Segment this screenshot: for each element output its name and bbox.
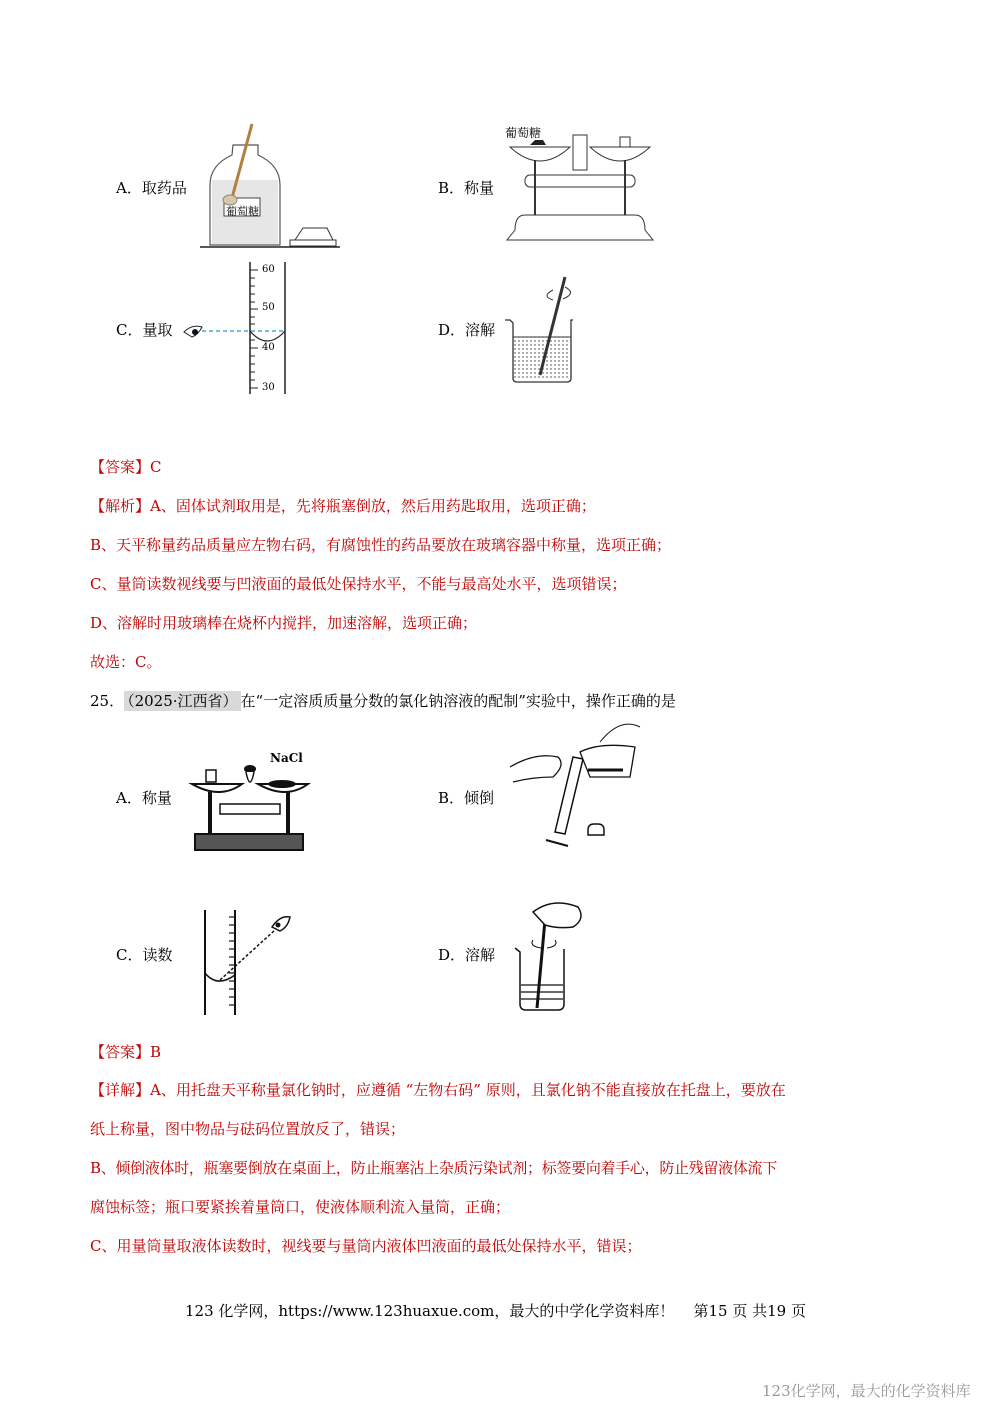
option-letter: C． <box>116 321 143 339</box>
option-label: 溶解 <box>465 321 496 339</box>
balance-label: 葡萄糖 <box>505 126 542 140</box>
q25-answer <box>90 1041 161 1062</box>
q25-detail-line: 纸上称量，图中物品与砝码位置放反了，错误； <box>90 1120 406 1138</box>
detail-tag: 【详解】 <box>90 1081 151 1099</box>
beaker-stirring-figure <box>505 275 585 385</box>
q25-option-d <box>438 944 495 965</box>
option-letter: B． <box>438 789 465 807</box>
watermark: 123化学网，最大的化学资料库 <box>762 1382 971 1400</box>
question-text: 在“一定溶质质量分数的氯化钠溶液的配制”实验中，操作正确的是 <box>240 692 676 710</box>
cylinder-reading-figure <box>190 905 300 1017</box>
q25-option-b <box>438 787 494 808</box>
option-letter: A． <box>116 179 142 197</box>
footer-text: 123 化学网，https://www.123huaxue.com，最大的中学化学资料库！ <box>185 1302 675 1320</box>
option-label: 读数 <box>142 946 173 964</box>
tick-label: 30 <box>262 382 275 393</box>
q24-answer <box>90 456 162 477</box>
q25-detail-line: C、用量筒量取液体读数时，视线要与量筒内液体凹液面的最低处保持水平，错误； <box>90 1237 642 1255</box>
q24-analysis-line: C、量筒读数视线要与凹液面的最低处保持水平，不能与最高处水平，选项错误； <box>90 575 627 593</box>
nacl-label: NaCl <box>270 751 303 765</box>
tick-label: 50 <box>262 302 275 313</box>
answer-tag: 【答案】 <box>90 1043 151 1061</box>
analysis-text: A、固体试剂取用是，先将瓶塞倒放，然后用药匙取用，选项正确； <box>150 497 596 515</box>
q24-option-b <box>438 177 494 198</box>
answer-value: C <box>150 458 162 476</box>
q25-detail-line <box>90 1079 786 1100</box>
option-letter: C． <box>116 946 143 964</box>
option-label: 取药品 <box>141 179 187 197</box>
analysis-tag: 【解析】 <box>90 497 151 515</box>
answer-tag: 【答案】 <box>90 458 151 476</box>
source-tag: （2025·江西省） <box>124 691 240 711</box>
tick-label: 40 <box>262 342 275 353</box>
detail-text: A、用托盘天平称量氯化钠时，应遵循 “左物右码” 原则，且氯化钠不能直接放在托盘上，要放在 <box>150 1081 786 1099</box>
q24-analysis-line: D、溶解时用玻璃棒在烧杯内搅拌，加速溶解，选项正确； <box>90 614 478 632</box>
q25-stem <box>90 690 676 711</box>
pouring-figure <box>510 722 640 857</box>
q24-conclusion: 故选：C。 <box>90 653 162 671</box>
q25-option-a <box>116 787 172 808</box>
option-letter: B． <box>438 179 465 197</box>
eye-icon <box>272 917 290 931</box>
option-letter: A． <box>116 789 142 807</box>
q24-analysis-line: B、天平称量药品质量应左物右码，有腐蚀性的药品要放在玻璃容器中称量，选项正确； <box>90 536 672 554</box>
q25-detail-line: B、倾倒液体时，瓶塞要倒放在桌面上，防止瓶塞沾上杂质污染试剂；标签要向着手心，防止残留液体流下 <box>90 1159 777 1177</box>
graduated-cylinder-figure <box>180 262 300 397</box>
option-letter: D． <box>438 321 466 339</box>
tick-label: 60 <box>262 264 275 275</box>
page-footer <box>185 1300 806 1321</box>
option-label: 称量 <box>141 789 172 807</box>
option-label: 溶解 <box>465 946 496 964</box>
q25-detail-line: 腐蚀标签；瓶口要紧挨着量筒口，使液体顺利流入量筒，正确； <box>90 1198 511 1216</box>
reagent-bottle-figure <box>200 120 350 250</box>
option-letter: D． <box>438 946 466 964</box>
q24-analysis-line <box>90 495 596 516</box>
q24-option-a <box>116 177 187 198</box>
option-label: 倾倒 <box>464 789 495 807</box>
balance-figure <box>505 135 655 247</box>
balance-figure <box>190 762 310 854</box>
page-number: 第15 页 共19 页 <box>693 1302 806 1320</box>
beaker-dissolving-figure <box>515 900 615 1015</box>
option-label: 称量 <box>464 179 495 197</box>
question-number: 25． <box>90 692 125 710</box>
q24-option-c <box>116 319 173 340</box>
answer-value: B <box>150 1043 162 1061</box>
bottle-label: 葡萄糖 <box>226 205 259 218</box>
option-label: 量取 <box>142 321 173 339</box>
q25-option-c <box>116 944 173 965</box>
q24-option-d <box>438 319 495 340</box>
